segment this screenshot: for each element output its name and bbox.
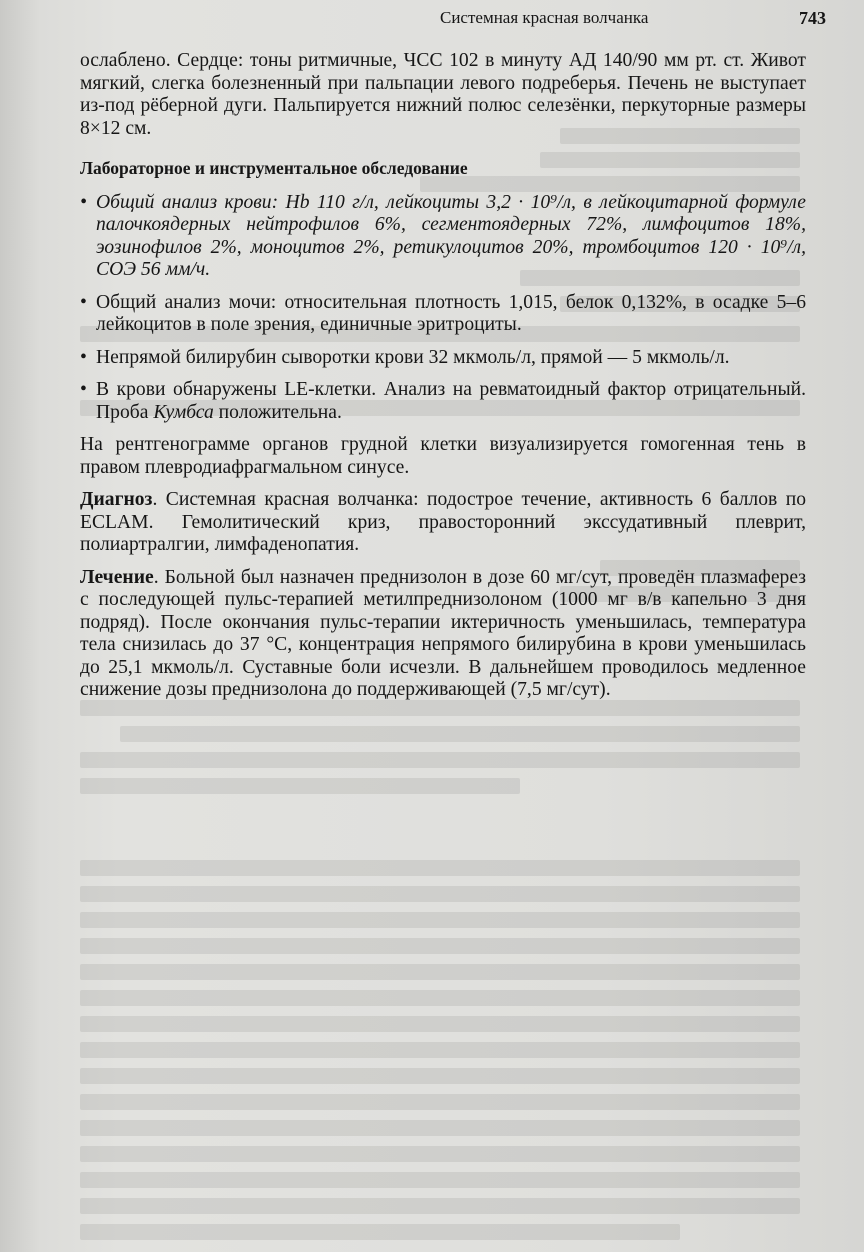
treatment-text: . Больной был назначен преднизолон в дозе 60 мг/сут, проведён плазмаферез с последующей пульс-терапией метилпреднизолоном (1000 мг в/в капельно 3 дня подряд). После окончания пульс-терапии иктеричность уменьшилась, температура тела снизилась до 37 °С, концентрация непрямого билирубина в крови уменьшилась до 25,1 мкмоль/л. Суставные боли исчезли. В дальнейшем проводилось медленное снижение дозы преднизолона до поддерживающей (7,5 мг/сут). <box>80 566 806 700</box>
list-item-le-cells <box>80 379 806 424</box>
lab-results-list <box>80 192 806 425</box>
list-item-urine: • Общий анализ мочи: относительная плотность 1,015, белок 0,132%, в осадке 5–6 лейкоцитов в поле зрения, единичные эритроциты. <box>80 292 806 337</box>
list-item-bilirubin: • Непрямой билирубин сыворотки крови 32 мкмоль/л, прямой — 5 мкмоль/л. <box>80 347 806 370</box>
treatment-paragraph <box>80 567 806 702</box>
treatment-label: Лечение <box>80 566 154 588</box>
diagnosis-paragraph <box>80 489 806 557</box>
diagnosis-text: . Системная красная волчанка: подострое течение, активность 6 баллов по ECLAM. Гемолитический криз, правосторонний экссудативный плеврит, полиартралгии, лимфаденопатия. <box>80 489 806 555</box>
xray-paragraph: На рентгенограмме органов грудной клетки визуализируется гомогенная тень в правом плевродиафрагмальном синусе. <box>80 434 806 478</box>
le-cells-text: В крови обнаружены LE-клетки. Анализ на ревматоидный фактор отрицательный. Проба <box>96 379 806 423</box>
page-body <box>80 50 806 702</box>
lab-section-heading: Лабораторное и инструментальное обследование <box>80 158 468 178</box>
coombs-term: Кумбса <box>153 401 214 423</box>
page-number: 743 <box>799 8 826 28</box>
exam-paragraph: ослаблено. Сердце: тоны ритмичные, ЧСС 102 в минуту АД 140/90 мм рт. ст. Живот мягкий, слегка болезненный при пальпации левого подреберья. Печень не выступает из-под рёберной дуги. Пальпируется нижний полюс селезёнки, перкуторные размеры 8×12 см. <box>80 50 806 139</box>
list-item-cbc: • Общий анализ крови: Hb 110 г/л, лейкоциты 3,2 · 10⁹/л, в лейкоцитарной формуле палочкоядерных нейтрофилов 6%, сегментоядерных 72%, лимфоцитов 18%, эозинофилов 2%, моноцитов 2%, ретикулоцитов 20%, тромбоцитов 120 · 10⁹/л, СОЭ 56 мм/ч. <box>80 192 806 282</box>
running-head <box>430 8 834 30</box>
diagnosis-label: Диагноз <box>80 489 153 510</box>
running-head-title: Системная красная волчанка <box>440 8 649 27</box>
le-cells-text-end: положительна. <box>213 401 342 423</box>
